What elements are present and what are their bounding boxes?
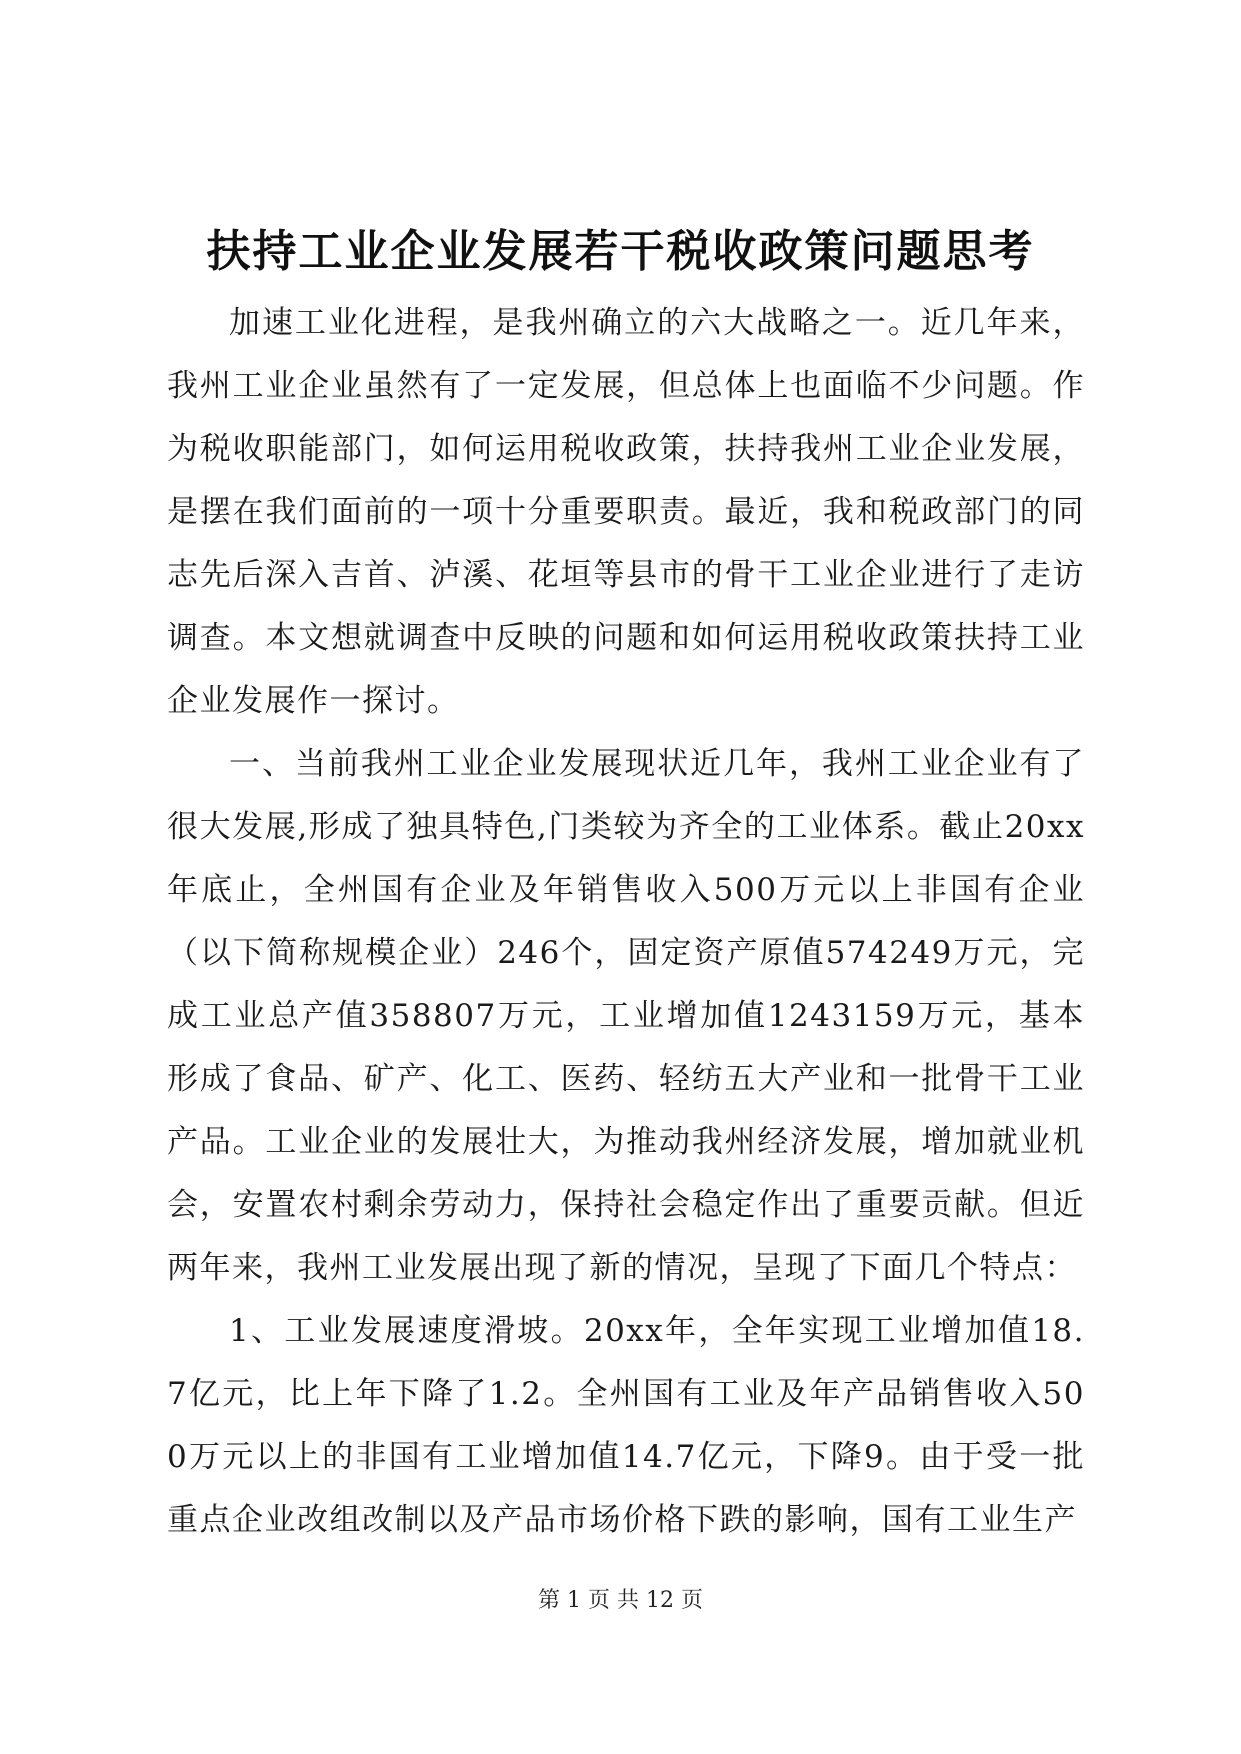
document-body xyxy=(167,292,1085,1552)
paragraph-point-one: 1、工业发展速度滑坡。20xx年，全年实现工业增加值18.7亿元，比上年下降了1.2。全州国有工业及年产品销售收入500万元以上的非国有工业增加值14.7亿元，下降9。由于受一批重点企业改组改制以及产品市场价格下跌的影响，国有工业生产 xyxy=(167,1313,1085,1538)
paragraph-intro: 加速工业化进程，是我州确立的六大战略之一。近几年来，我州工业企业虽然有了一定发展，但总体上也面临不少问题。作为税收职能部门，如何运用税收政策，扶持我州工业企业发展，是摆在我们面前的一项十分重要职责。最近，我和税政部门的同志先后深入吉首、泸溪、花垣等县市的骨干工业企业进行了走访调查。本文想就调查中反映的问题和如何运用税收政策扶持工业企业发展作一探讨。 xyxy=(167,305,1085,719)
paragraph-section-one: 一、当前我州工业企业发展现状近几年，我州工业企业有了很大发展,形成了独具特色,门类较为齐全的工业体系。截止20xx年底止，全州国有企业及年销售收入500万元以上非国有企业（以下简称规模企业）246个，固定资产原值574249万元，完成工业总产值358807万元，工业增加值1243159万元，基本形成了食品、矿产、化工、医药、轻纺五大产业和一批骨干工业产品。工业企业的发展壮大，为推动我州经济发展，增加就业机会，安置农村剩余劳动力，保持社会稳定作出了重要贡献。但近两年来，我州工业发展出现了新的情况，呈现了下面几个特点： xyxy=(167,746,1085,1286)
document-title: 扶持工业企业发展若干税收政策问题思考 xyxy=(206,226,1035,277)
page-number-footer: 第 1 页 共 12 页 xyxy=(538,1588,703,1613)
